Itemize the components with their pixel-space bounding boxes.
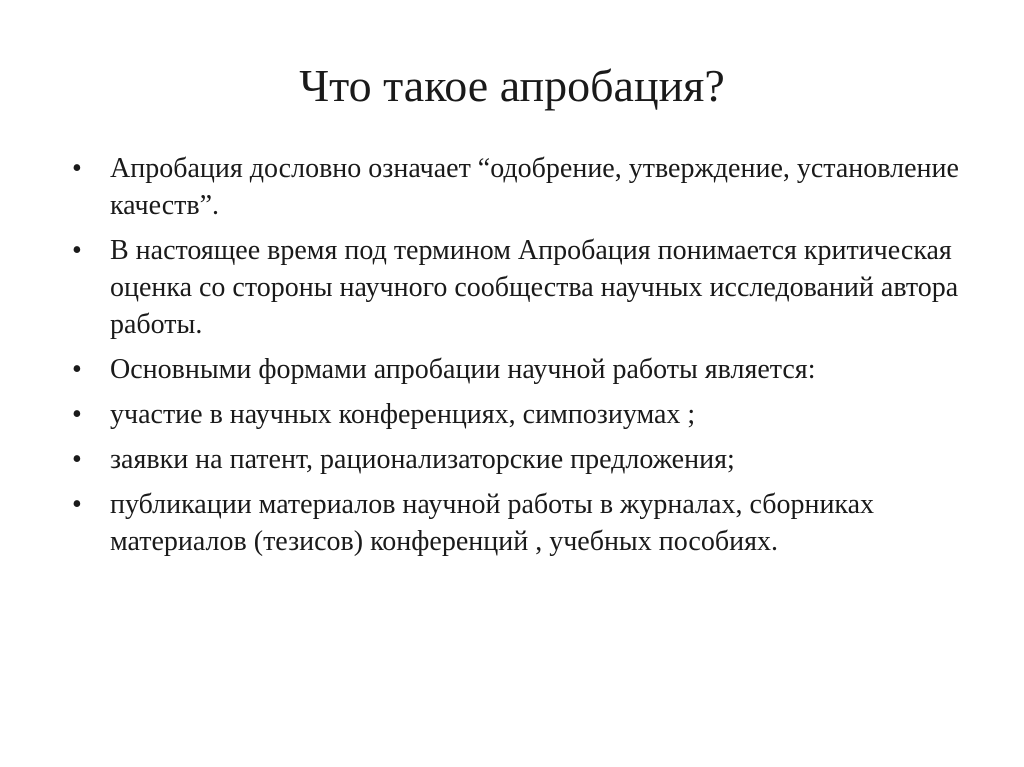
bullet-item xyxy=(66,441,966,478)
bullet-list xyxy=(66,150,966,568)
bullet-dot-icon: • xyxy=(72,399,82,430)
bullet-text: Апробация дословно означает “одобрение, утверждение, установление качеств”. xyxy=(110,153,959,221)
bullet-text: заявки на патент, рационализаторские предложения; xyxy=(110,444,735,475)
bullet-text: участие в научных конференциях, симпозиумах ; xyxy=(110,399,696,430)
bullet-dot-icon: • xyxy=(72,489,82,520)
bullet-item xyxy=(66,351,966,388)
bullet-dot-icon: • xyxy=(72,354,82,385)
bullet-text: В настоящее время под термином Апробация понимается критическая оценка со стороны научного сообщества научных исследований автора работы. xyxy=(110,235,959,340)
bullet-item xyxy=(66,232,966,343)
bullet-item xyxy=(66,396,966,433)
slide-title: Что такое апробация? xyxy=(299,60,725,111)
bullet-dot-icon: • xyxy=(72,153,82,184)
bullet-item xyxy=(66,150,966,224)
bullet-text: Основными формами апробации научной работы является: xyxy=(110,354,816,385)
bullet-dot-icon: • xyxy=(72,444,82,475)
bullet-dot-icon: • xyxy=(72,235,82,266)
bullet-text: публикации материалов научной работы в журналах, сборниках материалов (тезисов) конференций , учебных пособиях. xyxy=(110,489,875,557)
bullet-item xyxy=(66,486,966,560)
